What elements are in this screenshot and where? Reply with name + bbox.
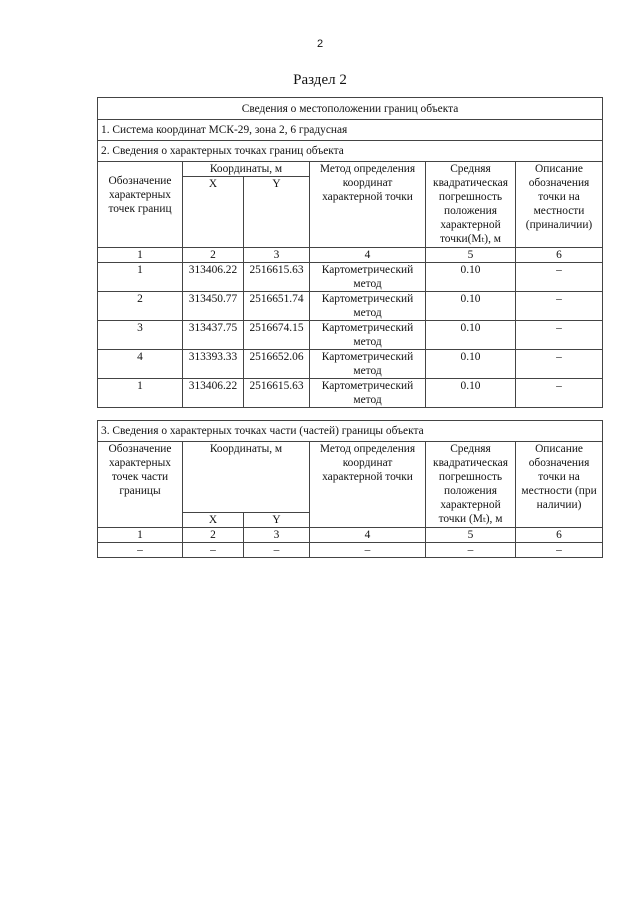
col-number: 4 xyxy=(310,528,426,543)
part-boundary-table xyxy=(97,420,603,558)
error-cell: – xyxy=(426,543,516,558)
header-description: Описание обозначения точки на местности (приналичии) xyxy=(516,162,603,248)
x-cell: 313406.22 xyxy=(183,263,244,292)
header-x: X xyxy=(183,513,244,528)
header-row xyxy=(98,162,603,177)
y-cell: – xyxy=(244,543,310,558)
desc-cell: – xyxy=(516,263,603,292)
point-cell: 4 xyxy=(98,350,183,379)
error-cell: 0.10 xyxy=(426,263,516,292)
header-designation: Обозначение характерных точек части границы xyxy=(98,442,183,528)
method-cell: Картометрический метод xyxy=(310,350,426,379)
point-cell: 1 xyxy=(98,263,183,292)
header-designation: Обозначение характерных точек границ xyxy=(98,162,183,248)
header-error: Средняя квадратическая погрешность положения характерной точки(Mₜ), м xyxy=(426,162,516,248)
point-cell: – xyxy=(98,543,183,558)
page-number: 2 xyxy=(316,38,324,50)
col-number: 6 xyxy=(516,528,603,543)
method-cell: Картометрический метод xyxy=(310,263,426,292)
x-cell: – xyxy=(183,543,244,558)
header-y: Y xyxy=(244,513,310,528)
table-row xyxy=(98,543,603,558)
x-cell: 313393.33 xyxy=(183,350,244,379)
col-number: 2 xyxy=(183,528,244,543)
point-cell: 1 xyxy=(98,379,183,408)
col-number: 4 xyxy=(310,248,426,263)
col-number: 3 xyxy=(244,248,310,263)
x-cell: 313437.75 xyxy=(183,321,244,350)
header-method: Метод определения координат характерной точки xyxy=(310,162,426,248)
header-y: Y xyxy=(244,177,310,248)
y-cell: 2516652.06 xyxy=(244,350,310,379)
table-title-row xyxy=(98,98,603,120)
table-row xyxy=(98,350,603,379)
header-method: Метод определения координат характерной точки xyxy=(310,442,426,528)
y-cell: 2516615.63 xyxy=(244,263,310,292)
column-numbers-row xyxy=(98,248,603,263)
col-number: 5 xyxy=(426,528,516,543)
desc-cell: – xyxy=(516,543,603,558)
col-number: 1 xyxy=(98,248,183,263)
y-cell: 2516615.63 xyxy=(244,379,310,408)
header-error: Средняя квадратическая погрешность положения характерной точки (Mₜ), м xyxy=(426,442,516,528)
parts-section-title: 3. Сведения о характерных точках части (частей) границы объекта xyxy=(98,421,603,442)
col-number: 2 xyxy=(183,248,244,263)
table-row xyxy=(98,292,603,321)
x-cell: 313406.22 xyxy=(183,379,244,408)
header-coordinates: Координаты, м xyxy=(183,162,310,177)
col-number: 6 xyxy=(516,248,603,263)
table-row xyxy=(98,321,603,350)
error-cell: 0.10 xyxy=(426,350,516,379)
error-cell: 0.10 xyxy=(426,379,516,408)
boundary-table xyxy=(97,97,603,408)
header-x: X xyxy=(183,177,244,248)
parts-section-row xyxy=(98,421,603,442)
method-cell: Картометрический метод xyxy=(310,321,426,350)
y-cell: 2516651.74 xyxy=(244,292,310,321)
col-number: 1 xyxy=(98,528,183,543)
error-cell: 0.10 xyxy=(426,292,516,321)
header-row xyxy=(98,442,603,513)
table-row xyxy=(98,263,603,292)
section-title: Раздел 2 xyxy=(293,72,347,88)
header-coordinates: Координаты, м xyxy=(183,442,310,513)
points-section-title: 2. Сведения о характерных точках границ объекта xyxy=(98,141,603,162)
points-section-row xyxy=(98,141,603,162)
col-number: 3 xyxy=(244,528,310,543)
y-cell: 2516674.15 xyxy=(244,321,310,350)
coord-system-row xyxy=(98,120,603,141)
table-title: Сведения о местоположении границ объекта xyxy=(98,98,603,120)
column-numbers-row xyxy=(98,528,603,543)
method-cell: Картометрический метод xyxy=(310,379,426,408)
error-cell: 0.10 xyxy=(426,321,516,350)
desc-cell: – xyxy=(516,379,603,408)
desc-cell: – xyxy=(516,350,603,379)
method-cell: – xyxy=(310,543,426,558)
desc-cell: – xyxy=(516,321,603,350)
point-cell: 3 xyxy=(98,321,183,350)
coord-system: 1. Система координат МСК-29, зона 2, 6 градусная xyxy=(98,120,603,141)
header-description: Описание обозначения точки на местности (при наличии) xyxy=(516,442,603,528)
point-cell: 2 xyxy=(98,292,183,321)
table-row xyxy=(98,379,603,408)
desc-cell: – xyxy=(516,292,603,321)
col-number: 5 xyxy=(426,248,516,263)
method-cell: Картометрический метод xyxy=(310,292,426,321)
x-cell: 313450.77 xyxy=(183,292,244,321)
